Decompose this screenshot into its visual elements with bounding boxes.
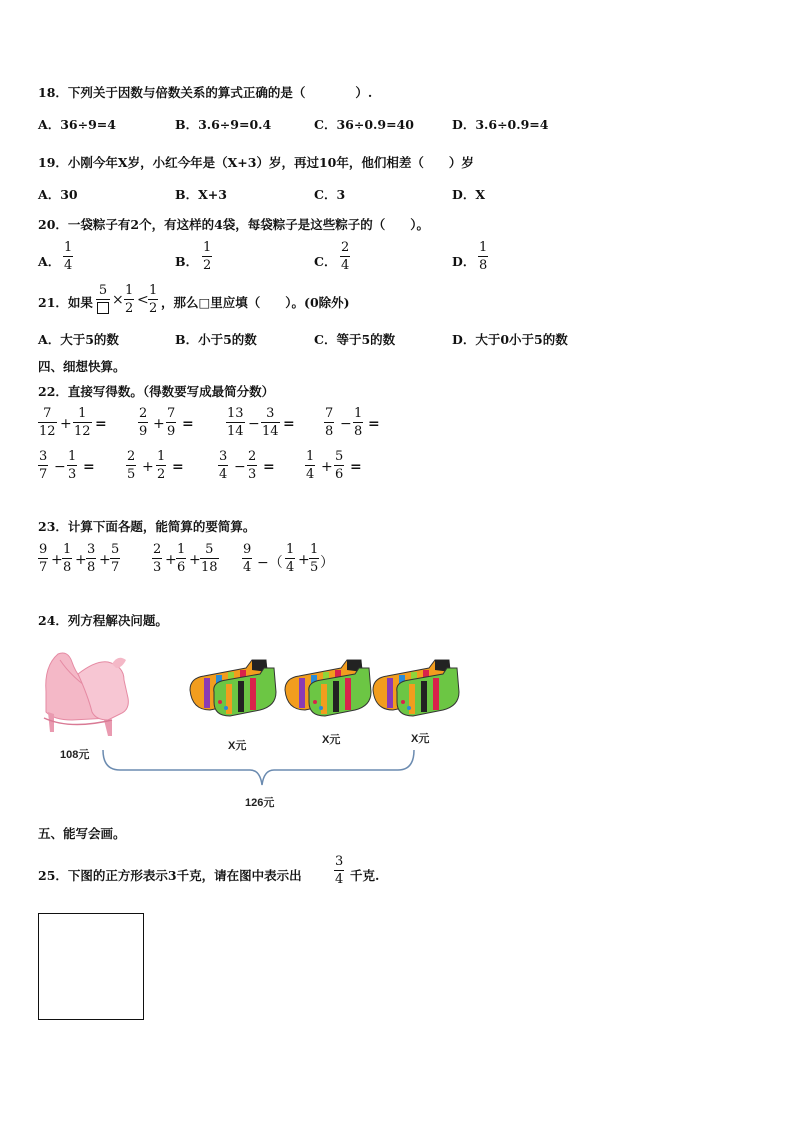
q21-times: × [112,292,124,308]
q22-p3-op: − [248,416,260,432]
q20-fraction-c: $\frac{2}{4}$ [341,240,350,273]
q22-p6-frac-b: $\frac{1}{2}$ [157,449,166,482]
q19-option-b: B．X+3 [175,187,227,202]
q19-option-a: A．30 [38,187,78,202]
q22-p8-op: + [321,459,333,475]
q22-p7-frac-b: $\frac{2}{3}$ [248,449,257,482]
section-5-heading: 五、能写会画。 [38,826,126,841]
q22-p5-frac-b: $\frac{1}{3}$ [68,449,77,482]
q21-less-than: < [137,292,149,308]
q21-prefix: 21．如果 [38,295,93,310]
q22-p4-equals: = [368,416,380,432]
q22-p4-op: − [340,416,352,432]
q21-option-a: A．大于5的数 [38,332,119,347]
q23-p1-plus-3: + [99,552,111,568]
q21-suffix: ，那么□里应填（ ）。(0除外) [161,295,350,310]
q18-option-a: A．36÷9=4 [38,117,116,132]
q22-p1-frac-b: $\frac{1}{12}$ [74,406,91,439]
total-price-label: 126元 [245,797,275,809]
q23-p3-close-paren: ） [320,555,334,571]
q18-option-b: B．3.6÷9=0.4 [175,117,272,132]
q24-stem: 24．列方程解决问题。 [38,613,168,628]
q18-option-c: C．36÷0.9=40 [314,117,414,132]
shoe-price-label: 108元 [60,749,90,761]
q19-stem: 19．小刚今年X岁，小红今年是（X+3）岁，再过10年，他们相差（ ）岁 [38,155,474,170]
q22-p2-op: + [153,416,165,432]
q23-p3-frac-2: $\frac{1}{4}$ [286,542,295,575]
q23-stem: 23．计算下面各题，能简算的要简算。 [38,519,256,534]
q25-stem-a: 25．下图的正方形表示3千克，请在图中表示出 [38,868,302,883]
q23-p3-frac-3: $\frac{1}{5}$ [310,542,319,575]
high-heel-shoe-icon [44,653,128,736]
q22-p7-equals: = [263,459,275,475]
sock-price-label-3: X元 [411,733,430,745]
q22-p2-frac-b: $\frac{7}{9}$ [167,406,176,439]
q23-p2-plus-1: + [165,552,177,568]
q22-p4-frac-a: $\frac{7}{8}$ [325,406,334,439]
q23-p3-plus: + [298,552,310,568]
q22-p3-equals: = [283,416,295,432]
q18-stem: 18．下列关于因数与倍数关系的算式正确的是（ ）. [38,85,373,100]
sock-pair-icon-1 [190,660,276,716]
q22-p8-equals: = [350,459,362,475]
q23-p2-frac-3: $\frac{5}{18}$ [201,542,218,575]
q22-p2-frac-a: $\frac{2}{9}$ [139,406,148,439]
q22-p7-frac-a: $\frac{3}{4}$ [219,449,228,482]
q22-p5-op: − [54,459,66,475]
q22-p8-frac-b: $\frac{5}{6}$ [335,449,344,482]
section-4-heading: 四、细想快算。 [38,359,126,374]
q23-p1-frac-4: $\frac{5}{7}$ [111,542,120,575]
q21-option-d: D．大于0小于5的数 [452,332,568,347]
q22-p1-op: + [60,416,72,432]
q20-option-d: D． [452,254,476,269]
q21-fraction-3: $\frac{1}{2}$ [149,283,158,316]
q20-stem: 20．一袋粽子有2个，有这样的4袋，每袋粽子是这些粽子的（ ）。 [38,217,430,232]
q21-fraction-2: $\frac{1}{2}$ [125,283,134,316]
sock-pair-icon-2 [285,660,371,716]
q23-p1-frac-3: $\frac{3}{8}$ [87,542,96,575]
q22-p5-frac-a: $\frac{3}{7}$ [39,449,48,482]
q23-p2-frac-1: $\frac{2}{3}$ [153,542,162,575]
q20-fraction-a: $\frac{1}{4}$ [64,240,73,273]
q22-p6-op: + [142,459,154,475]
q18-option-d: D．3.6÷0.9=4 [452,117,549,132]
q22-p6-equals: = [172,459,184,475]
q21-fraction-box: 5 [96,284,110,317]
q23-p1-frac-2: $\frac{1}{8}$ [63,542,72,575]
q23-p2-plus-2: + [189,552,201,568]
q20-option-b: B． [175,254,199,269]
q23-p3-minus: −（ [257,555,283,571]
q23-p3-frac-1: $\frac{9}{4}$ [243,542,252,575]
q22-p1-frac-a: $\frac{7}{12}$ [39,406,56,439]
q22-p8-frac-a: $\frac{1}{4}$ [306,449,315,482]
sock-price-label-2: X元 [322,734,341,746]
q24-figure [0,640,794,815]
q22-p5-equals: = [83,459,95,475]
q22-p2-equals: = [182,416,194,432]
q21-option-b: B．小于5的数 [175,332,257,347]
square-diagram[interactable] [38,913,144,1020]
q25-stem-b: 千克. [350,868,380,883]
q22-p6-frac-a: $\frac{2}{5}$ [127,449,136,482]
q23-p1-plus-1: + [51,552,63,568]
blank-box-icon [97,302,109,314]
q21-option-c: C．等于5的数 [314,332,396,347]
q23-p1-frac-1: $\frac{9}{7}$ [39,542,48,575]
q20-fraction-b: $\frac{1}{2}$ [203,240,212,273]
q20-option-a: A． [38,254,61,269]
q19-option-d: D．X [452,187,486,202]
q22-p7-op: − [234,459,246,475]
q22-p1-equals: = [95,416,107,432]
q22-stem: 22．直接写得数。（得数要写成最简分数） [38,384,275,399]
sock-pair-icon-3 [373,660,459,716]
q23-p1-plus-2: + [75,552,87,568]
sock-price-label-1: X元 [228,740,247,752]
q19-option-c: C．3 [314,187,346,202]
q22-p3-frac-a: $\frac{13}{14}$ [227,406,244,439]
q25-fraction: $\frac{3}{4}$ [335,854,344,887]
q22-p3-frac-b: $\frac{3}{14}$ [262,406,279,439]
q22-p4-frac-b: $\frac{1}{8}$ [354,406,363,439]
q20-fraction-d: $\frac{1}{8}$ [479,240,488,273]
q23-p2-frac-2: $\frac{1}{6}$ [177,542,186,575]
q20-option-c: C． [314,254,337,269]
total-brace [103,750,414,785]
